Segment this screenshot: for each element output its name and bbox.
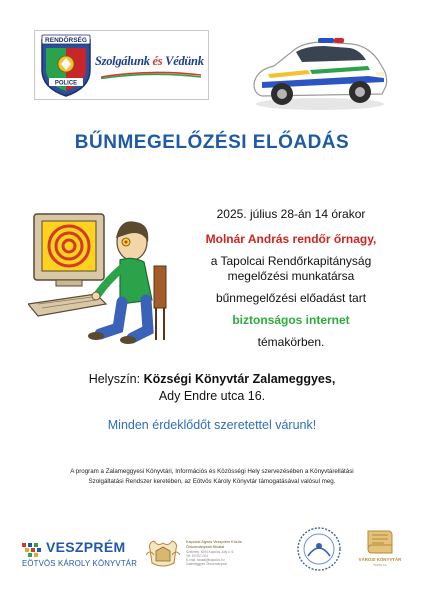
veszprem-subtitle: EÖTVÖS KÁROLY KÖNYVTÁR xyxy=(22,559,138,568)
location-line xyxy=(0,371,424,388)
police-car-image xyxy=(248,26,390,112)
location-address: Ady Endre utca 16. xyxy=(158,389,266,403)
event-topic: biztonságos internet xyxy=(232,313,350,327)
event-date: 2025. július 28-án 14 órakor xyxy=(216,207,366,221)
municipality-logo xyxy=(146,539,276,569)
badge-top-text: RENDŐRSÉG xyxy=(45,37,87,45)
city-library-title: VÁROSI KÖNYVTÁR xyxy=(358,557,402,562)
police-slogan-banner xyxy=(34,30,209,100)
municipality-line1: Kapolcsi Ágnes Veszprém Közös xyxy=(186,540,242,544)
municipality-line3: Székhely: 8294 Kapolcs, Ady u. 6. xyxy=(186,550,235,554)
footer-note xyxy=(34,467,390,487)
city-library-logo xyxy=(358,527,402,571)
slogan-flag-icon xyxy=(101,71,201,79)
emblem-icon xyxy=(146,539,180,569)
book-logo-icon xyxy=(358,527,402,557)
speaker-org-line1: a Tapolcai Rendőrkapitányság xyxy=(210,254,372,268)
location-venue: Községi Könyvtár Zalameggyes, xyxy=(143,372,336,386)
event-topic-suffix: témakörben. xyxy=(257,335,325,349)
police-badge-icon xyxy=(39,34,93,98)
veszprem-title: VESZPRÉM xyxy=(46,539,126,555)
speaker-org-line2: megelőzési munkatársa xyxy=(227,269,355,283)
slogan-text xyxy=(95,54,207,69)
computer-user-illustration xyxy=(28,208,180,346)
veszprem-mark-icon xyxy=(22,543,44,557)
speaker-name: Molnár András rendőr őrnagy, xyxy=(205,232,377,246)
municipality-line2: Önkormányzati Hivatal xyxy=(186,545,225,549)
welcome-text: Minden érdeklődőt szeretettel várunk! xyxy=(107,418,317,432)
slogan-amp: és xyxy=(152,54,163,68)
municipality-line4: Tel: 87/437-024 xyxy=(186,554,208,558)
page-title: BŰNMEGELŐZÉSI ELŐADÁS xyxy=(74,132,350,153)
circle-logo-icon xyxy=(296,526,342,572)
municipality-line5: E-mail: hivatal@kapolcs.hu xyxy=(186,558,225,562)
footer-note-line2: Szolgáltatási Rendszer keretében, az Eötvös Károly Könyvtár támogatásával valósul meg. xyxy=(88,478,336,485)
city-library-subtitle: TAPOLCA xyxy=(373,563,387,567)
slogan-part1: Szolgálunk xyxy=(95,54,150,68)
footer-note-line1: A program a Zalameggyesi Könyvtári, Információs és Közösségi Hely szervezésében a Könyvtárellátási xyxy=(70,468,354,475)
municipality-line6: Zalameggyes Önkormányzat xyxy=(186,562,227,566)
slogan-part2: Védünk xyxy=(165,54,204,68)
badge-bottom-text: POLICE xyxy=(54,80,78,87)
location-label: Helyszín: xyxy=(88,372,144,386)
event-description: bűnmegelőzési előadást tart xyxy=(215,291,367,305)
veszprem-library-logo xyxy=(22,539,138,573)
